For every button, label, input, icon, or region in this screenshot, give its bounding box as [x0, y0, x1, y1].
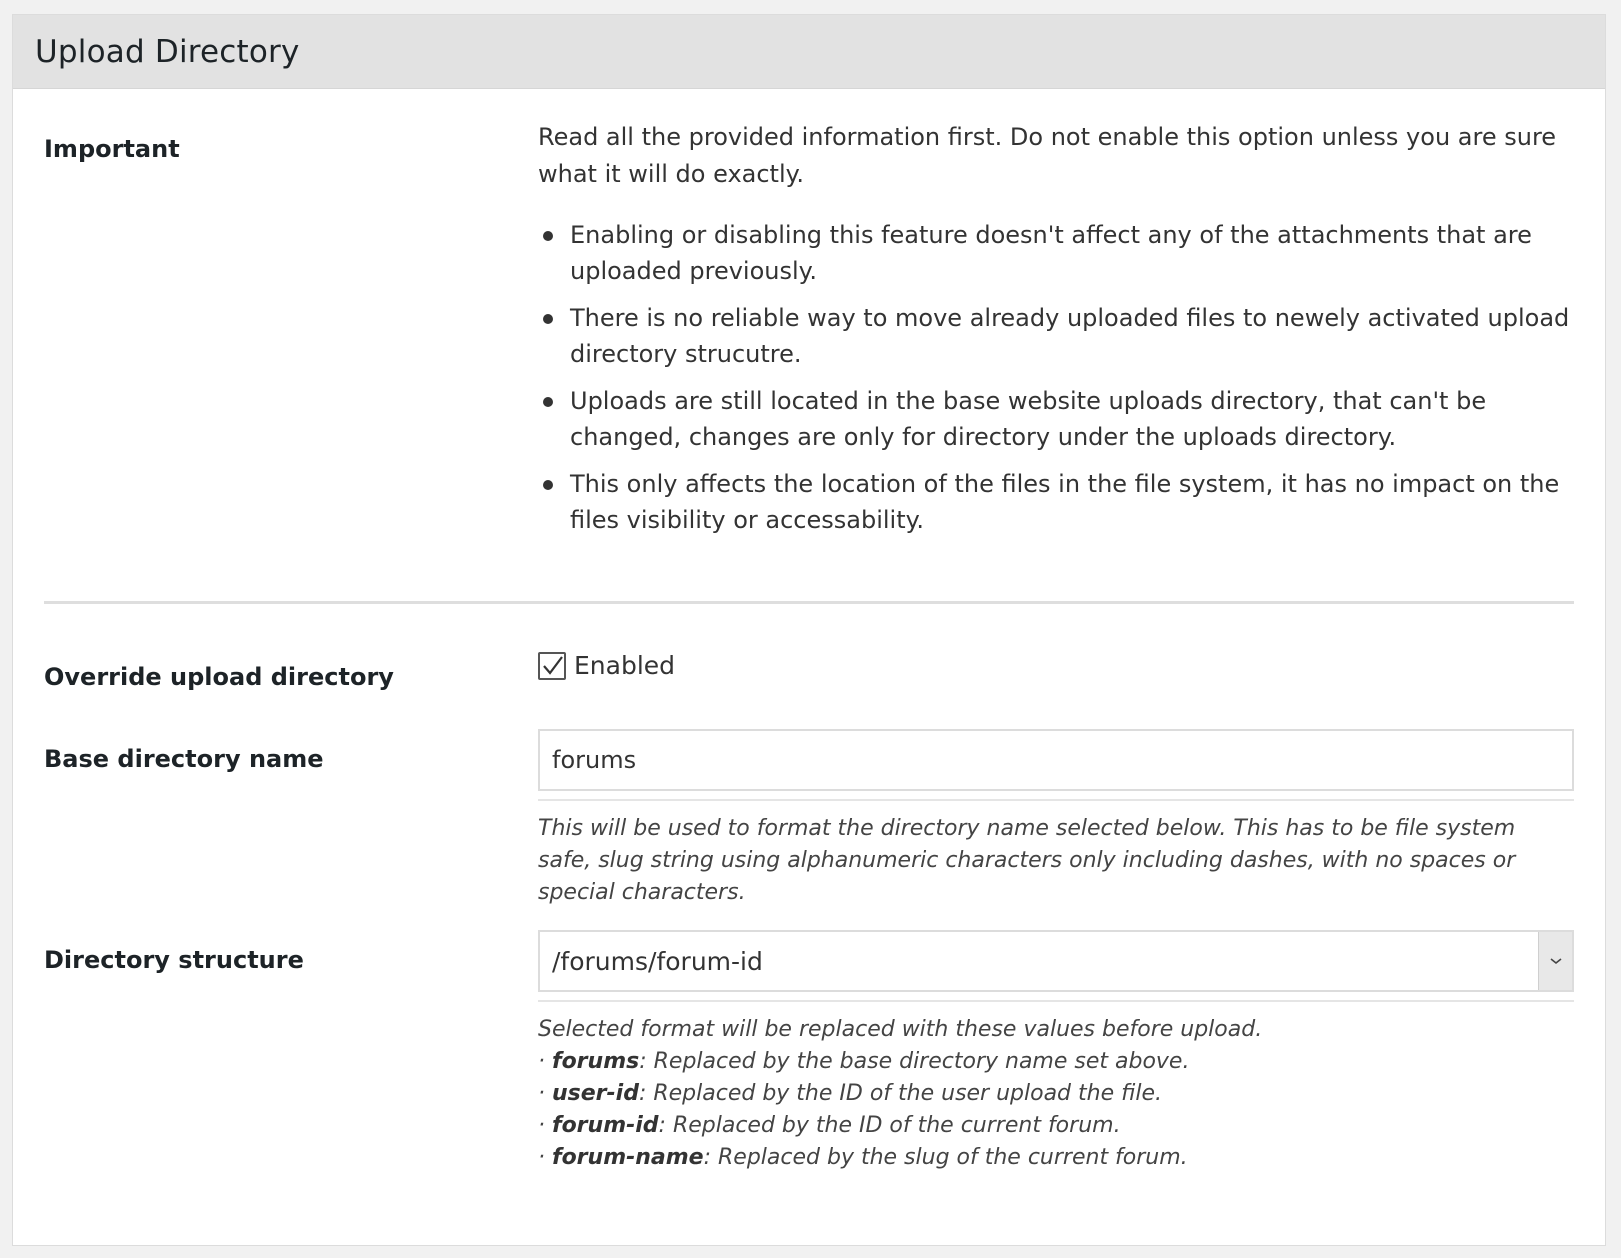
- token-text: : Replaced by the ID of the current forum.: [658, 1113, 1121, 1138]
- token-name: forum-name: [552, 1145, 704, 1170]
- important-content: [538, 119, 1574, 549]
- section-divider: [44, 601, 1574, 604]
- token-line: [538, 1078, 1574, 1110]
- list-item: [538, 300, 1574, 372]
- structure-description-intro: Selected format will be replaced with these values before upload.: [538, 1017, 1263, 1042]
- bullet-icon: [543, 480, 553, 490]
- token-text: : Replaced by the ID of the user upload the file.: [638, 1081, 1162, 1106]
- token-prefix: ·: [538, 1113, 552, 1138]
- structure-description: [538, 1014, 1574, 1174]
- settings-panel: [12, 14, 1606, 1246]
- token-name: forum-id: [552, 1113, 659, 1138]
- bullet-text: There is no reliable way to move already uploaded files to newely activated upload directory strucutre.: [570, 304, 1570, 368]
- base-dir-field: [538, 729, 1574, 909]
- structure-selected-value: /forums/forum-id: [552, 946, 763, 976]
- override-label: Override upload directory: [44, 663, 394, 691]
- bullet-text: Uploads are still located in the base website uploads directory, that can't be changed, changes are only for directory under the uploads directory.: [570, 387, 1487, 451]
- token-line: [538, 1046, 1574, 1078]
- override-checkbox-label: Enabled: [574, 651, 676, 680]
- important-intro: Read all the provided information first. Do not enable this option unless you are sure what it will do exactly.: [538, 123, 1557, 188]
- token-name: user-id: [552, 1081, 639, 1106]
- checkmark-icon: [541, 654, 565, 678]
- token-prefix: ·: [538, 1145, 552, 1170]
- list-item: [538, 383, 1574, 455]
- token-line: [538, 1142, 1574, 1174]
- token-text: : Replaced by the base directory name set above.: [639, 1049, 1190, 1074]
- important-bullet-list: [538, 217, 1574, 538]
- field-divider: [538, 1000, 1574, 1002]
- panel-title: Upload Directory: [35, 33, 300, 70]
- token-prefix: ·: [538, 1081, 552, 1106]
- token-text: : Replaced by the slug of the current forum.: [703, 1145, 1188, 1170]
- bullet-text: This only affects the location of the files in the file system, it has no impact on the files visibility or accessability.: [570, 470, 1560, 534]
- structure-field: [538, 930, 1574, 1174]
- chevron-down-icon: [1549, 956, 1563, 966]
- token-line: [538, 1110, 1574, 1142]
- base-dir-input[interactable]: [538, 729, 1574, 791]
- select-dropdown-button[interactable]: [1538, 932, 1572, 990]
- list-item: [538, 217, 1574, 289]
- token-name: forums: [552, 1049, 640, 1074]
- token-prefix: ·: [538, 1049, 552, 1074]
- list-item: [538, 466, 1574, 538]
- bullet-text: Enabling or disabling this feature doesn't affect any of the attachments that are uploaded previously.: [570, 221, 1532, 285]
- structure-select[interactable]: [538, 930, 1574, 992]
- override-field: [538, 651, 1574, 680]
- bullet-icon: [543, 314, 553, 324]
- structure-label: Directory structure: [44, 946, 304, 974]
- important-label: Important: [44, 135, 180, 163]
- base-dir-description: This will be used to format the directory name selected below. This has to be file system safe, slug string using alphanumeric characters only including dashes, with no spaces or special characters.: [538, 816, 1516, 905]
- panel-header: [13, 15, 1605, 89]
- bullet-icon: [543, 231, 553, 241]
- base-dir-label: Base directory name: [44, 745, 324, 773]
- override-checkbox[interactable]: [538, 652, 566, 680]
- override-checkbox-wrapper[interactable]: [538, 651, 1574, 680]
- field-divider: [538, 799, 1574, 801]
- bullet-icon: [543, 397, 553, 407]
